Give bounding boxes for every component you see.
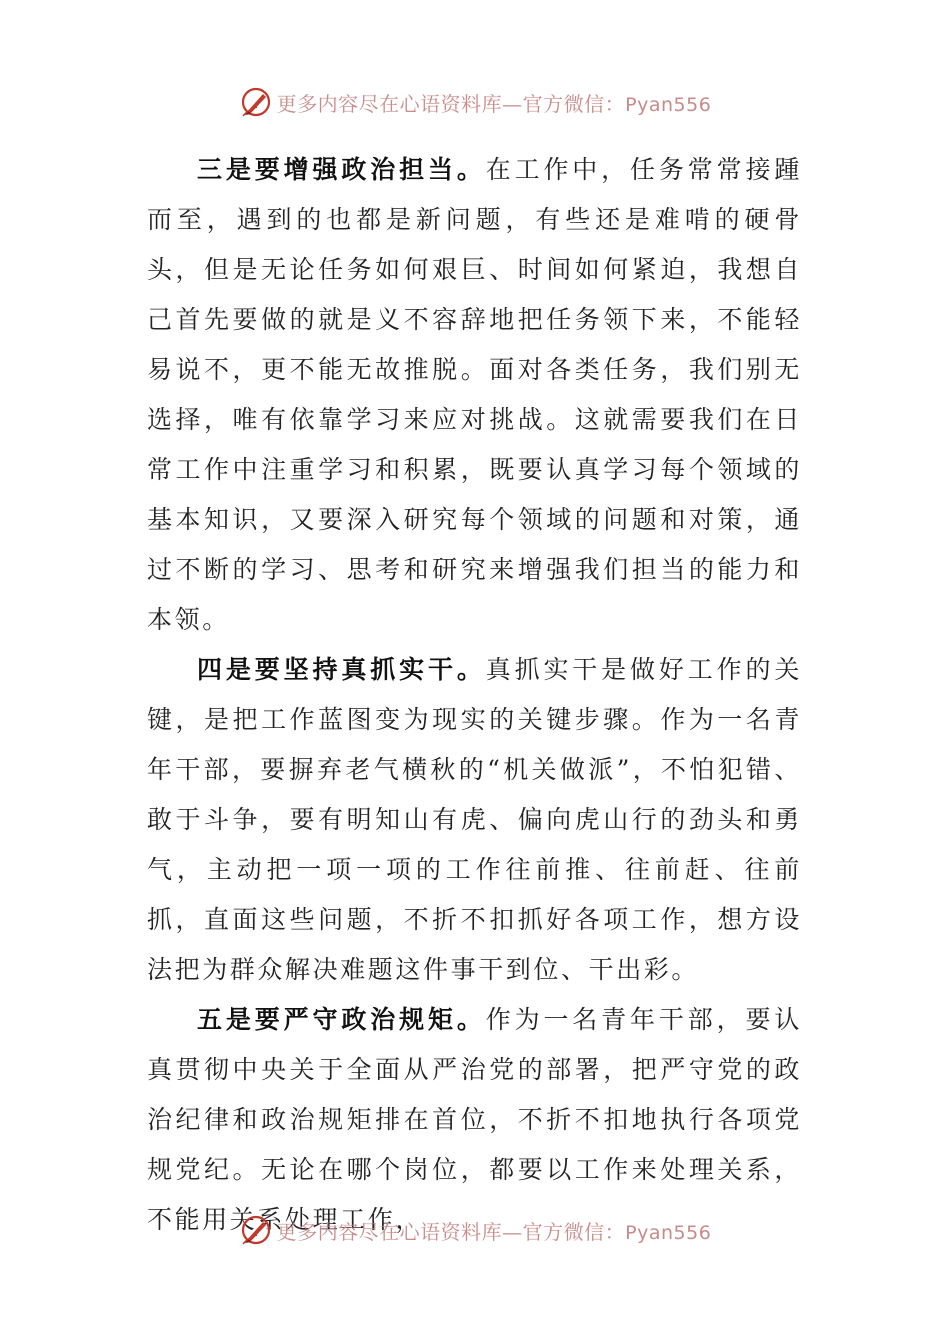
paragraph-1 (147, 145, 802, 645)
banner-text: 更多内容尽在心语资料库—官方微信：Pyan556 (276, 1219, 712, 1244)
footer-banner (0, 1210, 950, 1250)
header-banner (0, 82, 950, 122)
paragraph-3 (147, 995, 802, 1245)
pen-circle-logo-icon (239, 1213, 273, 1247)
paragraph-body: 作为一名青年干部，要认真贯彻中央关于全面从严治党的部署，把严守党的政治纪律和政治规矩排在首位，不折不扣地执行各项党规党纪。无论在哪个岗位，都要以工作来处理关系，不能用关系处理工作， (147, 1005, 802, 1234)
paragraph-2 (147, 645, 802, 995)
pen-circle-logo-icon (239, 85, 273, 119)
paragraph-body: 在工作中，任务常常接踵而至，遇到的也都是新问题，有些还是难啃的硬骨头，但是无论任务如何艰巨、时间如何紧迫，我想自己首先要做的就是义不容辞地把任务领下来，不能轻易说不，更不能无故推脱。面对各类任务，我们别无选择，唯有依靠学习来应对挑战。这就需要我们在日常工作中注重学习和积累，既要认真学习每个领域的基本知识，又要深入研究每个领域的问题和对策，通过不断的学习、思考和研究来增强我们担当的能力和本领。 (147, 155, 802, 634)
paragraph-lead: 三是要增强政治担当。 (197, 155, 486, 184)
paragraph-lead: 四是要坚持真抓实干。 (197, 655, 486, 684)
document-body (147, 145, 802, 1245)
banner-text: 更多内容尽在心语资料库—官方微信：Pyan556 (276, 91, 712, 116)
paragraph-body: 真抓实干是做好工作的关键，是把工作蓝图变为现实的关键步骤。作为一名青年干部，要摒弃老气横秋的“机关做派”，不怕犯错、敢于斗争，要有明知山有虎、偏向虎山行的劲头和勇气，主动把一项一项的工作往前推、往前赶、往前抓，直面这些问题，不折不扣抓好各项工作，想方设法把为群众解决难题这件事干到位、干出彩。 (147, 655, 802, 984)
wechat-id: Pyan556 (625, 1221, 712, 1244)
wechat-id: Pyan556 (625, 93, 712, 116)
paragraph-lead: 五是要严守政治规矩。 (197, 1005, 486, 1034)
